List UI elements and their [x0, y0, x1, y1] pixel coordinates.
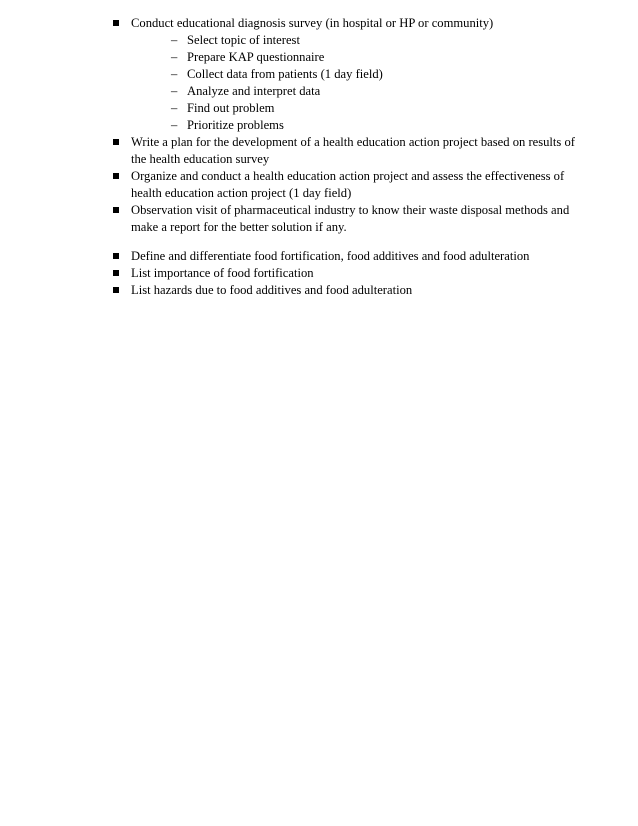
sub-list-item-text: Prepare KAP questionnaire [187, 50, 325, 64]
dash-icon: – [171, 118, 178, 132]
dash-icon: – [171, 33, 178, 47]
sub-list-item-text: Collect data from patients (1 day field) [187, 67, 383, 81]
square-bullet-icon [113, 270, 119, 276]
square-bullet-icon [113, 20, 119, 26]
sub-list-item [131, 100, 583, 117]
list-item [113, 265, 583, 282]
list-item-text: Observation visit of pharmaceutical industry to know their waste disposal methods and make a report for the better solution if any. [131, 203, 570, 234]
sub-list-item-text: Select topic of interest [187, 33, 300, 47]
square-bullet-icon [113, 287, 119, 293]
sub-list-item [131, 66, 583, 83]
list-item-text: Conduct educational diagnosis survey (in hospital or HP or community) [131, 16, 494, 30]
list-item-text: Write a plan for the development of a health education action project based on results of the health education survey [131, 135, 575, 166]
sub-list-item [131, 49, 583, 66]
list-item-text: Define and differentiate food fortification, food additives and food adulteration [131, 249, 530, 263]
list-item [113, 168, 583, 202]
list-item-text: Organize and conduct a health education action project and assess the effectiveness of health education action project (1 day field) [131, 169, 565, 200]
dash-icon: – [171, 101, 178, 115]
list-item [113, 202, 583, 236]
sub-list-item [131, 117, 583, 134]
square-bullet-icon [113, 253, 119, 259]
list-item [113, 248, 583, 265]
square-bullet-icon [113, 139, 119, 145]
sub-list [131, 32, 583, 134]
list-item [113, 15, 583, 134]
dash-icon: – [171, 67, 178, 81]
dash-icon: – [171, 84, 178, 98]
sub-list-item-text: Analyze and interpret data [187, 84, 321, 98]
sub-list-item-text: Find out problem [187, 101, 275, 115]
square-bullet-icon [113, 207, 119, 213]
bullet-list [113, 15, 583, 299]
sub-list-item [131, 83, 583, 100]
list-item [113, 282, 583, 299]
sub-list-item [131, 32, 583, 49]
list-item [113, 134, 583, 168]
dash-icon: – [171, 50, 178, 64]
square-bullet-icon [113, 173, 119, 179]
list-item-text: List importance of food fortification [131, 266, 314, 280]
sub-list-item-text: Prioritize problems [187, 118, 284, 132]
list-item-text: List hazards due to food additives and food adulteration [131, 283, 413, 297]
